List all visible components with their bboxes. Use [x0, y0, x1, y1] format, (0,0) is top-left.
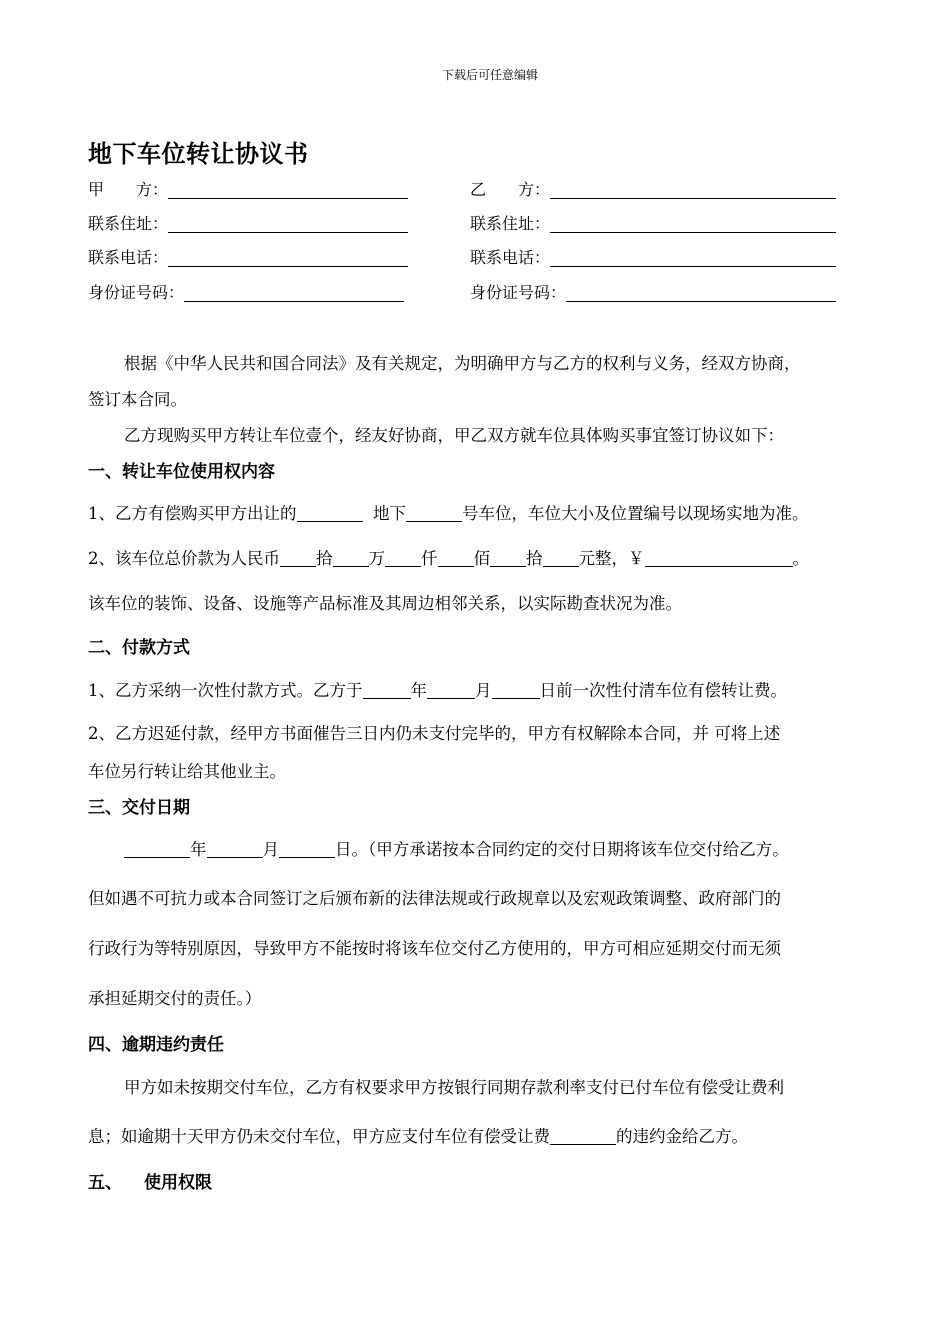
party-b-id-field [470, 280, 836, 303]
section5-number: 五、 [88, 1173, 122, 1193]
party-b-field [470, 177, 836, 200]
section2-item1-text-a: 1、乙方采纳一次性付款方式。乙方于 [88, 681, 363, 700]
party-b-address-field [470, 211, 836, 234]
party-a-blank[interactable] [168, 182, 408, 199]
party-b-address-label: 联系住址： [470, 214, 551, 233]
unit-qian: 仟 [421, 549, 438, 568]
section1-item1-text-b: 地下 [373, 504, 406, 523]
unit-wan: 万 [368, 549, 385, 568]
unit-shi: 拾 [316, 549, 333, 568]
section4-line1: 甲方如未按期交付车位，乙方有权要求甲方按银行同期存款利率支付已付车位有偿受让费利 [124, 1078, 784, 1097]
party-a-phone-label: 联系电话： [88, 248, 169, 267]
pay-day-blank[interactable] [492, 682, 540, 699]
section2-item2-line1: 2、乙方迟延付款，经甲方书面催告三日内仍未支付完毕的，甲方有权解除本合同，并 可将上述 [88, 724, 781, 743]
section4-heading: 四、逾期违约责任 [88, 1035, 224, 1055]
party-b-phone-field [470, 245, 836, 268]
party-a-field [88, 177, 408, 200]
item2-end: 。 [792, 549, 809, 568]
pay-year-blank[interactable] [363, 682, 411, 699]
party-b-blank[interactable] [550, 182, 836, 199]
section1-lot-blank[interactable] [297, 505, 363, 522]
section3-line1-text: 日。（甲方承诺按本合同约定的交付日期将该车位交付给乙方。 [335, 840, 789, 859]
section3-heading: 三、交付日期 [88, 798, 190, 818]
section4-line2-text-a: 息；如逾期十天甲方仍未交付车位，甲方应支付车位有偿受让费 [88, 1127, 550, 1146]
penalty-blank[interactable] [550, 1128, 616, 1145]
party-a-address-field [88, 211, 408, 234]
amount-blank-3[interactable] [385, 550, 421, 567]
section1-item2-text: 2、该车位总价款为人民币 [88, 549, 280, 568]
delivery-month-blank[interactable] [207, 841, 263, 858]
amount-blank-1[interactable] [280, 550, 316, 567]
party-a-phone-blank[interactable] [168, 250, 408, 267]
party-a-id-blank[interactable] [184, 285, 404, 302]
delivery-year-blank[interactable] [124, 841, 190, 858]
section1-number-blank[interactable] [406, 505, 462, 522]
section4-line2-text-b: 的违约金给乙方。 [616, 1127, 748, 1146]
section1-item1-text-a: 1、乙方有偿购买甲方出让的 [88, 504, 297, 523]
unit-yuan: 元整，￥ [578, 549, 645, 568]
pay-month-blank[interactable] [427, 682, 475, 699]
section3-line2: 但如遇不可抗力或本合同签订之后颁布新的法律法规或行政规章以及宏观政策调整、政府部门的 [88, 889, 781, 908]
section3-line4: 承担延期交付的责任。） [88, 989, 262, 1008]
section5-title: 使用权限 [144, 1173, 212, 1193]
intro-paragraph-2: 乙方现购买甲方转让车位壹个，经友好协商，甲乙双方就车位具体购买事宜签订协议如下： [124, 426, 784, 445]
amount-blank-4[interactable] [438, 550, 474, 567]
pay-year-label: 年 [410, 681, 427, 700]
party-a-label: 甲 方： [88, 180, 169, 199]
party-a-address-blank[interactable] [168, 216, 408, 233]
party-a-id-field [88, 280, 404, 303]
intro-paragraph-line1: 根据《中华人民共和国合同法》及有关规定，为明确甲方与乙方的权利与义务，经双方协商， [124, 354, 801, 373]
section1-item1 [88, 500, 809, 524]
section3-line1 [124, 836, 789, 860]
amount-blank-5[interactable] [490, 550, 526, 567]
section3-line3: 行政行为等特别原因，导致甲方不能按时将该车位交付乙方使用的，甲方可相应延期交付而无须 [88, 939, 781, 958]
intro-paragraph-line2: 签订本合同。 [88, 390, 187, 409]
unit-bai: 佰 [473, 549, 490, 568]
section2-item2-line2: 车位另行转让给其他业主。 [88, 762, 286, 781]
header-note: 下载后可任意编辑 [441, 68, 538, 82]
party-b-phone-blank[interactable] [550, 250, 836, 267]
party-b-label: 乙 方： [470, 180, 551, 199]
amount-digits-blank[interactable] [645, 550, 793, 567]
delivery-month-label: 月 [262, 840, 279, 859]
party-a-address-label: 联系住址： [88, 214, 169, 233]
section1-heading: 一、转让车位使用权内容 [88, 462, 275, 482]
unit-shi2: 拾 [526, 549, 543, 568]
section2-item1-text-b: 日前一次性付清车位有偿转让费。 [539, 681, 787, 700]
amount-blank-6[interactable] [543, 550, 579, 567]
party-b-phone-label: 联系电话： [470, 248, 551, 267]
amount-blank-2[interactable] [333, 550, 369, 567]
delivery-day-blank[interactable] [279, 841, 335, 858]
section1-item2 [88, 545, 809, 569]
section2-item1 [88, 677, 787, 701]
party-b-id-label: 身份证号码： [470, 283, 567, 302]
party-b-address-blank[interactable] [550, 216, 836, 233]
pay-month-label: 月 [475, 681, 492, 700]
document-title: 地下车位转让协议书 [88, 140, 309, 168]
party-a-id-label: 身份证号码： [88, 283, 185, 302]
party-b-id-blank[interactable] [566, 285, 836, 302]
section1-item1-text-c: 号车位，车位大小及位置编号以现场实地为准。 [462, 504, 809, 523]
section2-heading: 二、付款方式 [88, 638, 190, 658]
party-a-phone-field [88, 245, 408, 268]
section4-line2 [88, 1123, 748, 1147]
section5-heading [88, 1168, 212, 1193]
delivery-year-label: 年 [190, 840, 207, 859]
section1-item2-line2: 该车位的装饰、设备、设施等产品标准及其周边相邻关系，以实际勘查状况为准。 [88, 594, 682, 613]
